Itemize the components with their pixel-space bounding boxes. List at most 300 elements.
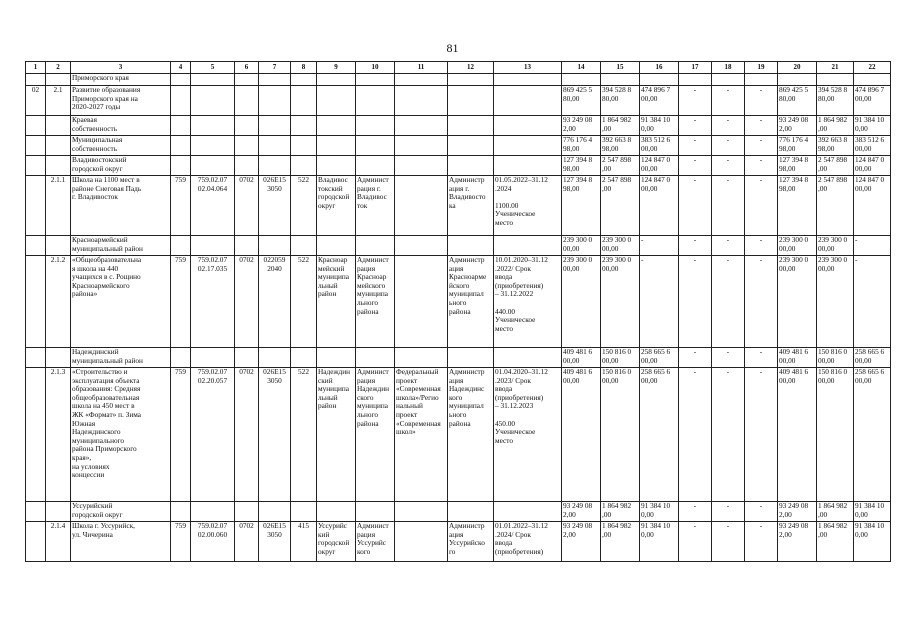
table-cell: - <box>679 156 712 176</box>
table-cell: 522 <box>291 176 317 236</box>
table-cell: Краевая собственность <box>71 116 171 136</box>
table-cell <box>171 156 191 176</box>
table-cell: 1 864 982 ,00 <box>601 116 640 136</box>
table-cell: 0702 <box>235 368 259 502</box>
table-cell: Администр ация г. Владивосто ка <box>448 176 494 236</box>
table-cell: 127 394 8 98,00 <box>562 176 601 236</box>
table-cell: 93 249 08 2,00 <box>562 522 601 562</box>
table-cell <box>191 136 235 156</box>
table-cell: 759 <box>171 256 191 348</box>
table-cell: 258 665 6 00,00 <box>854 348 891 368</box>
table-cell <box>317 156 356 176</box>
table-cell: - <box>712 116 745 136</box>
table-cell: 2.1 <box>46 86 71 116</box>
table-cell <box>854 74 891 86</box>
table-cell: - <box>679 522 712 562</box>
table-cell <box>191 86 235 116</box>
table-cell: - <box>712 176 745 236</box>
table-cell: 759.02.07 02.04.064 <box>191 176 235 236</box>
table-cell: 127 394 8 98,00 <box>562 156 601 176</box>
table-cell <box>395 176 448 236</box>
table-row <box>26 176 891 236</box>
table-cell: 026E15 3050 <box>259 368 291 502</box>
table-cell: - <box>679 176 712 236</box>
table-cell <box>317 86 356 116</box>
table-cell <box>494 136 562 156</box>
table-cell: 91 384 10 0,00 <box>640 116 679 136</box>
table-cell: 91 384 10 0,00 <box>854 116 891 136</box>
table-cell <box>778 74 817 86</box>
table-cell: 409 481 6 00,00 <box>562 348 601 368</box>
table-cell: - <box>712 522 745 562</box>
table-cell <box>235 74 259 86</box>
table-cell: 10.01.2020–31.12 .2022/ Срок ввода (приобретения) – 31.12.2022 440.00 Ученическое место <box>494 256 562 348</box>
table-cell <box>26 256 46 348</box>
table-cell: 01.05.2022–31.12 .2024 1100.00 Ученическое место <box>494 176 562 236</box>
table-cell: 93 249 08 2,00 <box>778 116 817 136</box>
column-header-6: 6 <box>235 62 259 74</box>
table-cell <box>601 74 640 86</box>
table-cell: 93 249 08 2,00 <box>778 522 817 562</box>
table-cell: 409 481 6 00,00 <box>778 348 817 368</box>
table-cell: 1 864 982 ,00 <box>601 502 640 522</box>
table-cell: 93 249 08 2,00 <box>562 116 601 136</box>
table-cell <box>46 156 71 176</box>
table-cell <box>494 502 562 522</box>
table-cell: «Общеобразовательна я школа на 440 учащихся в с. Рощино Красноармейского района» <box>71 256 171 348</box>
table-cell <box>448 74 494 86</box>
table-cell <box>356 74 395 86</box>
table-cell <box>235 156 259 176</box>
table-cell <box>448 236 494 256</box>
table-cell: 409 481 6 00,00 <box>562 368 601 502</box>
table-cell <box>235 502 259 522</box>
table-cell: 258 665 6 00,00 <box>640 348 679 368</box>
table-cell: 124 847 0 00,00 <box>640 176 679 236</box>
table-cell: 124 847 0 00,00 <box>854 156 891 176</box>
table-cell: 759 <box>171 368 191 502</box>
table-cell <box>291 86 317 116</box>
table-cell: - <box>712 236 745 256</box>
table-cell <box>26 156 46 176</box>
table-body <box>26 74 891 562</box>
table-cell <box>395 522 448 562</box>
table-cell: 383 512 6 00,00 <box>640 136 679 156</box>
table-cell: 1 864 982 ,00 <box>601 522 640 562</box>
table-cell: 409 481 6 00,00 <box>778 368 817 502</box>
table-cell <box>395 156 448 176</box>
table-cell: - <box>745 86 778 116</box>
table-cell: Федеральный проект «Современная школа»/Регио нальный проект «Современная школ» <box>395 368 448 502</box>
table-cell <box>356 156 395 176</box>
table-cell <box>395 136 448 156</box>
table-cell: 474 896 7 00,00 <box>640 86 679 116</box>
table-cell: 759.02.07 02.20.057 <box>191 368 235 502</box>
table-cell <box>259 74 291 86</box>
table-row <box>26 522 891 562</box>
table-cell <box>356 502 395 522</box>
table-cell: Уссурийский городской округ <box>71 502 171 522</box>
table-cell <box>171 136 191 156</box>
table-cell: - <box>745 348 778 368</box>
table-row <box>26 368 891 502</box>
table-cell: Школа г. Уссурийск, ул. Чичерина <box>71 522 171 562</box>
table-cell: 91 384 10 0,00 <box>640 502 679 522</box>
table-cell: - <box>712 156 745 176</box>
table-cell: 383 512 6 00,00 <box>854 136 891 156</box>
table-cell <box>26 236 46 256</box>
table-cell <box>259 236 291 256</box>
table-cell <box>171 116 191 136</box>
table-cell: 2.1.1 <box>46 176 71 236</box>
table-cell <box>259 348 291 368</box>
table-cell: - <box>745 116 778 136</box>
table-cell: 776 176 4 98,00 <box>778 136 817 156</box>
table-cell <box>356 236 395 256</box>
table-cell <box>494 116 562 136</box>
table-cell: 127 394 8 98,00 <box>778 176 817 236</box>
table-cell <box>356 86 395 116</box>
table-cell <box>356 116 395 136</box>
table-cell <box>448 86 494 116</box>
table-cell: 150 816 0 00,00 <box>601 348 640 368</box>
table-cell <box>448 116 494 136</box>
table-cell: - <box>712 348 745 368</box>
table-cell: - <box>712 86 745 116</box>
table-cell <box>291 116 317 136</box>
table-cell: 026E15 3050 <box>259 522 291 562</box>
table-cell: - <box>679 86 712 116</box>
table-cell <box>259 86 291 116</box>
table-cell: 239 300 0 00,00 <box>778 236 817 256</box>
column-header-15: 15 <box>601 62 640 74</box>
table-cell: 869 425 5 80,00 <box>562 86 601 116</box>
table-cell: - <box>745 236 778 256</box>
table-cell: Администр ация Уссурийско го <box>448 522 494 562</box>
table-cell: 0702 <box>235 176 259 236</box>
table-cell <box>46 116 71 136</box>
table-cell: Приморского края <box>71 74 171 86</box>
table-cell <box>494 156 562 176</box>
table-cell: 2.1.4 <box>46 522 71 562</box>
table-cell: 258 665 6 00,00 <box>854 368 891 502</box>
table-cell: 415 <box>291 522 317 562</box>
table-cell <box>395 256 448 348</box>
table-cell <box>235 348 259 368</box>
table-cell: - <box>745 522 778 562</box>
table-cell: «Строительство и эксплуатация объекта образования: Средняя общеобразовательная школа на 450 мест в ЖК «Формат» п. Зима Южная Надеждинского муниципального района Приморского края», на условиях концессии <box>71 368 171 502</box>
table-cell: 759 <box>171 176 191 236</box>
page-number: 81 <box>446 41 459 55</box>
table-cell <box>317 74 356 86</box>
table-cell: - <box>640 256 679 348</box>
table-row <box>26 156 891 176</box>
table-cell <box>317 116 356 136</box>
table-cell: - <box>712 256 745 348</box>
table-cell: 1 864 982 ,00 <box>817 502 854 522</box>
table-cell <box>448 502 494 522</box>
table-cell: - <box>679 348 712 368</box>
table-cell <box>259 502 291 522</box>
table-cell <box>171 86 191 116</box>
table-row <box>26 502 891 522</box>
table-cell <box>171 348 191 368</box>
table-cell: Админист рация Надеждин ского муниципа льного района <box>356 368 395 502</box>
table-cell <box>235 86 259 116</box>
table-cell <box>171 74 191 86</box>
table-cell: 150 816 0 00,00 <box>817 368 854 502</box>
table-cell <box>356 136 395 156</box>
table-cell: 239 300 0 00,00 <box>817 236 854 256</box>
table-cell <box>817 74 854 86</box>
table-cell: - <box>854 236 891 256</box>
table-cell <box>171 502 191 522</box>
table-cell: - <box>745 156 778 176</box>
table-cell: - <box>640 236 679 256</box>
table-cell <box>395 348 448 368</box>
table-cell <box>395 502 448 522</box>
table-cell: - <box>745 368 778 502</box>
table-cell <box>46 502 71 522</box>
table-cell <box>494 86 562 116</box>
header-row <box>26 62 891 74</box>
table-cell: - <box>679 502 712 522</box>
table-cell: - <box>854 256 891 348</box>
table-cell: 394 528 8 80,00 <box>817 86 854 116</box>
table-cell: - <box>712 368 745 502</box>
table-cell: Владивостокский городской округ <box>71 156 171 176</box>
table-cell: Админист рация Уссурийс кого <box>356 522 395 562</box>
table-cell <box>191 116 235 136</box>
table-cell <box>317 136 356 156</box>
table-cell <box>679 74 712 86</box>
table-row <box>26 236 891 256</box>
table-cell <box>494 74 562 86</box>
table-cell: 022059 2040 <box>259 256 291 348</box>
table-cell: 522 <box>291 256 317 348</box>
table-cell: 258 665 6 00,00 <box>640 368 679 502</box>
table-cell <box>259 116 291 136</box>
column-header-4: 4 <box>171 62 191 74</box>
table-cell: Развитие образования Приморского края на 2020-2027 годы <box>71 86 171 116</box>
column-header-3: 3 <box>71 62 171 74</box>
table-cell <box>448 156 494 176</box>
table-cell <box>46 74 71 86</box>
table-cell <box>191 74 235 86</box>
table-cell <box>26 522 46 562</box>
table-row <box>26 86 891 116</box>
table-cell <box>317 348 356 368</box>
table-cell <box>291 156 317 176</box>
table-cell: 239 300 0 00,00 <box>817 256 854 348</box>
table-cell: Админист рация г. Владивос ток <box>356 176 395 236</box>
table-cell: 91 384 10 0,00 <box>640 522 679 562</box>
table-cell: Владивос токский городской округ <box>317 176 356 236</box>
table-cell: 1 864 982 ,00 <box>817 522 854 562</box>
table-cell <box>562 74 601 86</box>
table-cell: Муниципальная собственность <box>71 136 171 156</box>
table-cell: 239 300 0 00,00 <box>778 256 817 348</box>
table-cell <box>26 136 46 156</box>
table-cell <box>46 348 71 368</box>
column-header-12: 12 <box>448 62 494 74</box>
table-cell: 392 663 8 98,00 <box>817 136 854 156</box>
table-cell: Администр ация Красноарме йского муниципал ьного района <box>448 256 494 348</box>
column-header-7: 7 <box>259 62 291 74</box>
table-cell: - <box>679 368 712 502</box>
table-cell: Админист рация Красноар мейского муниципа льного района <box>356 256 395 348</box>
table-cell: - <box>679 116 712 136</box>
column-header-18: 18 <box>712 62 745 74</box>
column-header-22: 22 <box>854 62 891 74</box>
table-cell <box>395 116 448 136</box>
table-cell: 026E15 3050 <box>259 176 291 236</box>
table-cell: 150 816 0 00,00 <box>601 368 640 502</box>
table-cell <box>26 348 46 368</box>
column-header-8: 8 <box>291 62 317 74</box>
table-cell <box>171 236 191 256</box>
table-cell: 239 300 0 00,00 <box>601 256 640 348</box>
table-cell <box>235 136 259 156</box>
table-cell: - <box>712 502 745 522</box>
table-cell: - <box>745 502 778 522</box>
table-cell: Уссурийс кий городской округ <box>317 522 356 562</box>
table-cell: 02 <box>26 86 46 116</box>
table-cell <box>395 74 448 86</box>
table-cell: - <box>712 136 745 156</box>
table-cell: Красноар мейский муниципа льный район <box>317 256 356 348</box>
table-cell: 522 <box>291 368 317 502</box>
table-cell: 2.1.2 <box>46 256 71 348</box>
table-cell: - <box>679 236 712 256</box>
table-cell: 124 847 0 00,00 <box>854 176 891 236</box>
table-cell: Надеждин ский муниципа льный район <box>317 368 356 502</box>
table-cell <box>448 136 494 156</box>
table-cell <box>26 176 46 236</box>
table-cell: Школа на 1100 мест в районе Снеговая Падь г. Владивосток <box>71 176 171 236</box>
budget-table <box>25 61 891 562</box>
table-cell: 01.01.2022–31.12 .2024/ Срок ввода (приобретения) <box>494 522 562 562</box>
table-cell <box>191 348 235 368</box>
table-cell <box>46 236 71 256</box>
table-cell <box>46 136 71 156</box>
table-cell <box>291 348 317 368</box>
table-cell: - <box>745 176 778 236</box>
table-cell <box>494 348 562 368</box>
table-cell: 127 394 8 98,00 <box>778 156 817 176</box>
table-cell: - <box>745 136 778 156</box>
table-cell: 01.04.2020–31.12 .2023/ Срок ввода (приобретения) – 31.12.2023 450.00 Ученическое место <box>494 368 562 502</box>
table-cell <box>26 502 46 522</box>
table-cell: 2 547 898 ,00 <box>817 156 854 176</box>
table-cell <box>191 502 235 522</box>
table-cell: - <box>745 256 778 348</box>
table-cell <box>26 368 46 502</box>
table-cell: 0702 <box>235 522 259 562</box>
table-cell <box>317 502 356 522</box>
table-cell: 392 663 8 98,00 <box>601 136 640 156</box>
table-cell <box>291 502 317 522</box>
column-header-1: 1 <box>26 62 46 74</box>
table-row <box>26 256 891 348</box>
table-cell: 869 425 5 80,00 <box>778 86 817 116</box>
table-cell <box>259 156 291 176</box>
table-cell: 759.02.07 02.17.035 <box>191 256 235 348</box>
table-cell: 239 300 0 00,00 <box>562 236 601 256</box>
table-cell: 150 816 0 00,00 <box>817 348 854 368</box>
table-cell: 93 249 08 2,00 <box>562 502 601 522</box>
column-header-20: 20 <box>778 62 817 74</box>
table-cell: Красноармейский муниципальный район <box>71 236 171 256</box>
table-cell <box>235 236 259 256</box>
table-cell: - <box>679 136 712 156</box>
table-cell: 394 528 8 80,00 <box>601 86 640 116</box>
table-cell <box>291 136 317 156</box>
table-cell: 2.1.3 <box>46 368 71 502</box>
column-header-2: 2 <box>46 62 71 74</box>
table-cell: 2 547 898 ,00 <box>817 176 854 236</box>
table-cell: 91 384 10 0,00 <box>854 522 891 562</box>
table-cell: 91 384 10 0,00 <box>854 502 891 522</box>
table-cell <box>640 74 679 86</box>
table-cell: 93 249 08 2,00 <box>778 502 817 522</box>
table-cell <box>494 236 562 256</box>
table-cell <box>745 74 778 86</box>
column-header-17: 17 <box>679 62 712 74</box>
table-cell <box>395 86 448 116</box>
table-cell: 776 176 4 98,00 <box>562 136 601 156</box>
table-row <box>26 136 891 156</box>
table-cell <box>356 348 395 368</box>
table-row <box>26 116 891 136</box>
table-cell: 474 896 7 00,00 <box>854 86 891 116</box>
column-header-16: 16 <box>640 62 679 74</box>
table-cell <box>259 136 291 156</box>
column-header-19: 19 <box>745 62 778 74</box>
table-cell <box>191 236 235 256</box>
table-row <box>26 348 891 368</box>
column-header-11: 11 <box>395 62 448 74</box>
table-cell <box>26 74 46 86</box>
table-cell: Администр ация Надеждинс кого муниципал ьного района <box>448 368 494 502</box>
table-cell: 239 300 0 00,00 <box>601 236 640 256</box>
table-cell: 2 547 898 ,00 <box>601 176 640 236</box>
table-cell <box>317 236 356 256</box>
table-cell <box>712 74 745 86</box>
table-cell: 0702 <box>235 256 259 348</box>
column-header-5: 5 <box>191 62 235 74</box>
table-cell <box>26 116 46 136</box>
table-cell: 2 547 898 ,00 <box>601 156 640 176</box>
table-cell <box>395 236 448 256</box>
table-cell <box>235 116 259 136</box>
table-cell <box>291 74 317 86</box>
table-cell: 759.02.07 02.00.060 <box>191 522 235 562</box>
table-cell: Надеждинский муниципальный район <box>71 348 171 368</box>
table-cell: 759 <box>171 522 191 562</box>
column-header-10: 10 <box>356 62 395 74</box>
column-header-21: 21 <box>817 62 854 74</box>
table-cell: - <box>679 256 712 348</box>
table-cell: 239 300 0 00,00 <box>562 256 601 348</box>
table-cell <box>191 156 235 176</box>
column-header-14: 14 <box>562 62 601 74</box>
table-cell: 1 864 982 ,00 <box>817 116 854 136</box>
table-cell <box>448 348 494 368</box>
table-cell: 124 847 0 00,00 <box>640 156 679 176</box>
column-header-13: 13 <box>494 62 562 74</box>
table-row <box>26 74 891 86</box>
